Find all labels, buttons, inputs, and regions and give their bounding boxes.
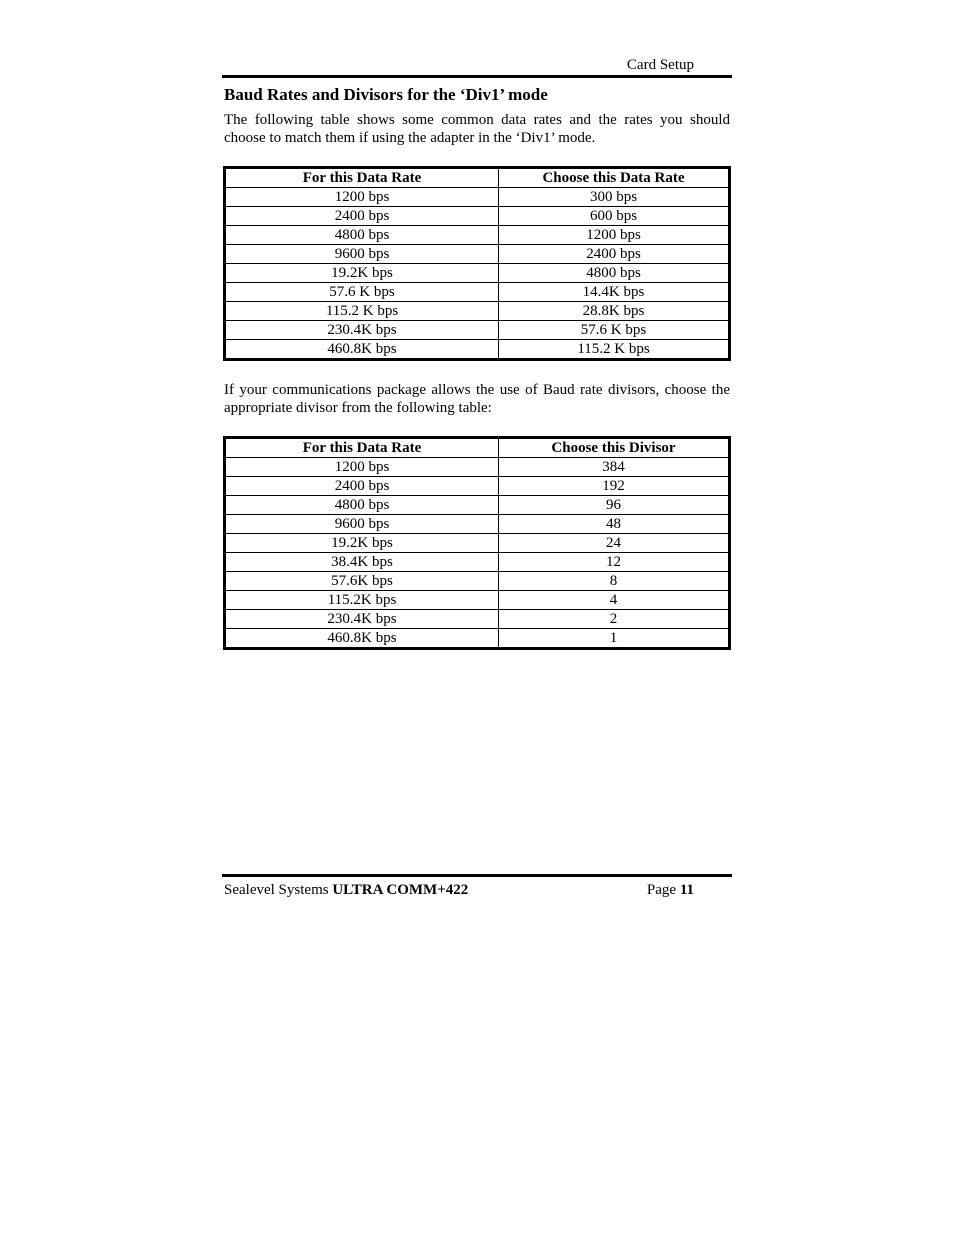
table-header-row — [225, 168, 730, 188]
section-title: Baud Rates and Divisors for the ‘Div1’ mode — [224, 85, 548, 104]
table-cell: 96 — [499, 496, 730, 515]
column-header: For this Data Rate — [225, 438, 499, 458]
table-cell: 24 — [499, 534, 730, 553]
table-cell: 1200 bps — [225, 188, 499, 207]
table-cell: 57.6 K bps — [499, 321, 730, 340]
table-cell: 38.4K bps — [225, 553, 499, 572]
table-row — [225, 302, 730, 321]
table-cell: 2400 bps — [225, 477, 499, 496]
table-cell: 4800 bps — [225, 496, 499, 515]
footer-page-label: Page — [646, 882, 677, 898]
table-cell: 48 — [499, 515, 730, 534]
table-cell: 460.8K bps — [225, 340, 499, 360]
table-row — [225, 264, 730, 283]
table-row — [225, 321, 730, 340]
table-cell: 1200 bps — [225, 458, 499, 477]
table-cell: 600 bps — [499, 207, 730, 226]
table-cell: 8 — [499, 572, 730, 591]
table-cell: 4 — [499, 591, 730, 610]
table-cell: 12 — [499, 553, 730, 572]
table-cell: 57.6K bps — [225, 572, 499, 591]
table-row — [225, 572, 730, 591]
table-row — [225, 283, 730, 302]
table-cell: 2400 bps — [225, 207, 499, 226]
table-row — [225, 629, 730, 649]
table-cell: 230.4K bps — [225, 610, 499, 629]
table-cell: 4800 bps — [225, 226, 499, 245]
footer-page — [647, 881, 694, 899]
column-header: Choose this Data Rate — [499, 168, 730, 188]
intro-paragraph: The following table shows some common data rates and the rates you should choose to match them if using the adapter in the ‘Div1’ mode. — [224, 112, 730, 146]
table-cell: 2400 bps — [499, 245, 730, 264]
table-row — [225, 245, 730, 264]
table-row — [225, 188, 730, 207]
table-row — [225, 340, 730, 360]
table-cell: 14.4K bps — [499, 283, 730, 302]
table-header-row — [225, 438, 730, 458]
table-cell: 115.2 K bps — [225, 302, 499, 321]
footer-company: Sealevel Systems — [224, 882, 329, 898]
table-row — [225, 496, 730, 515]
table-row — [225, 591, 730, 610]
table-cell: 300 bps — [499, 188, 730, 207]
table-row — [225, 553, 730, 572]
running-footer — [222, 874, 732, 900]
table-row — [225, 610, 730, 629]
table-row — [225, 226, 730, 245]
table-row — [225, 207, 730, 226]
table-cell: 192 — [499, 477, 730, 496]
table-cell: 115.2K bps — [225, 591, 499, 610]
table-cell: 9600 bps — [225, 515, 499, 534]
divisor-paragraph: If your communications package allows the use of Baud rate divisors, choose the appropriate divisor from the following table: — [224, 382, 730, 416]
header-section-label: Card Setup — [626, 57, 694, 73]
table-cell: 19.2K bps — [225, 264, 499, 283]
table-row — [225, 534, 730, 553]
footer-product: ULTRA COMM+422 — [332, 882, 469, 898]
table-cell: 4800 bps — [499, 264, 730, 283]
footer-page-number: 11 — [679, 882, 694, 898]
table-cell: 1200 bps — [499, 226, 730, 245]
table-cell: 9600 bps — [225, 245, 499, 264]
footer-company-product — [224, 881, 468, 899]
table-cell: 2 — [499, 610, 730, 629]
divisor-table — [223, 436, 731, 650]
column-header: For this Data Rate — [225, 168, 499, 188]
table-cell: 1 — [499, 629, 730, 649]
table-cell: 19.2K bps — [225, 534, 499, 553]
running-header — [222, 56, 732, 78]
table-cell: 28.8K bps — [499, 302, 730, 321]
table-cell: 460.8K bps — [225, 629, 499, 649]
table-cell: 230.4K bps — [225, 321, 499, 340]
column-header: Choose this Divisor — [499, 438, 730, 458]
table-row — [225, 458, 730, 477]
data-rate-table — [223, 166, 731, 361]
table-row — [225, 515, 730, 534]
table-cell: 115.2 K bps — [499, 340, 730, 360]
table-cell: 384 — [499, 458, 730, 477]
table-cell: 57.6 K bps — [225, 283, 499, 302]
table-row — [225, 477, 730, 496]
